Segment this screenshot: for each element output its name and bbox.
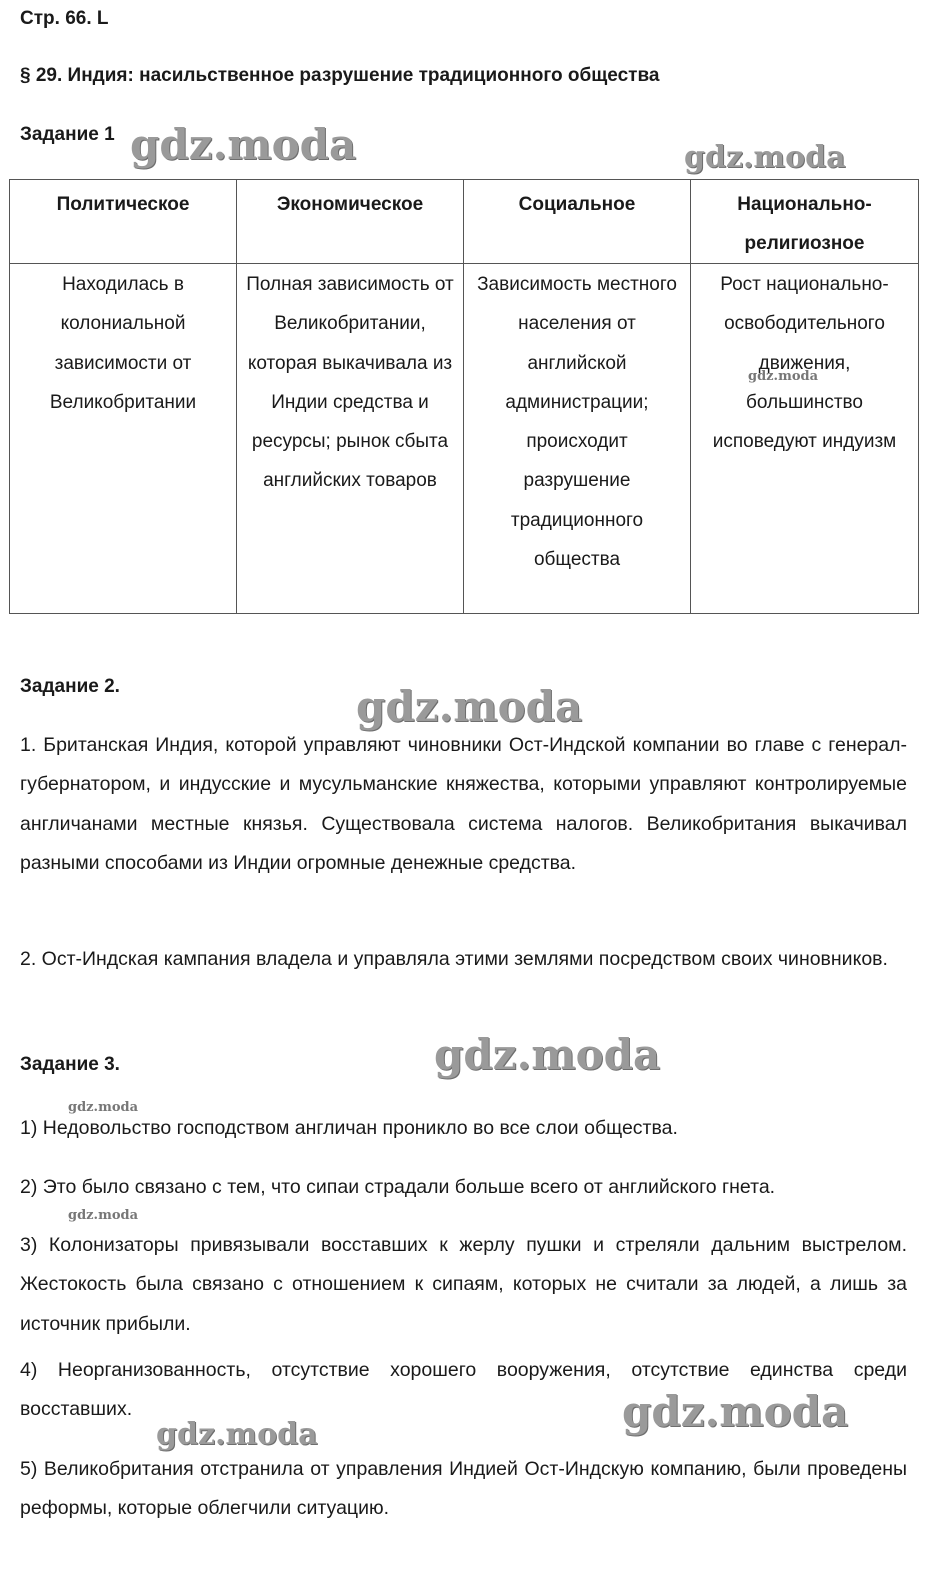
watermark-logo: gdz.moda: [434, 1030, 661, 1079]
watermark-logo: gdz.moda: [748, 369, 819, 384]
task3-label: Задание 3.: [20, 1054, 120, 1075]
watermark-logo: gdz.moda: [684, 140, 846, 175]
task3-item-2: 2) Это было связано с тем, что сипаи страдали больше всего от английского гнета.: [20, 1176, 776, 1198]
task1-label: Задание 1: [20, 124, 115, 145]
cell-economic: Полная зависимость от Великобритании, которая выкачивала из Индии средства и ресурсы; рынок сбыта английских товаров: [237, 264, 464, 614]
header-social: Социальное: [464, 180, 691, 264]
table-header-row: [10, 180, 919, 264]
task2-paragraph-1: 1. Британская Индия, которой управляют чиновники Ост-Индской компании во главе с генерал-губернатором, и индусские и мусульманские княжества, которыми управляют контролируемые англичанами местные князья. Существовала система налогов. Великобритания выкачивал разными способами из Индии огромные денежные средства.: [20, 734, 907, 874]
watermark-logo: gdz.moda: [356, 682, 583, 731]
cell-political: Находилась в колониальной зависимости от Великобритании: [10, 264, 237, 614]
task3-item-5: 5) Великобритания отстранила от управления Индией Ост-Индскую компанию, были проведены реформы, которые облегчили ситуацию.: [20, 1458, 907, 1520]
watermark-logo: gdz.moda: [68, 1208, 139, 1223]
header-political: Политическое: [10, 180, 237, 264]
header-national-religious: Национально-религиозное: [691, 180, 919, 264]
header-economic: Экономическое: [237, 180, 464, 264]
section-title: § 29. Индия: насильственное разрушение традиционного общества: [20, 65, 660, 86]
task3-item-3: 3) Колонизаторы привязывали восставших к жерлу пушки и стреляли дальним выстрелом. Жестокость была связано с отношением к сипаям, которых не считали за людей, а лишь за источник прибыли.: [20, 1234, 907, 1335]
watermark-logo: gdz.moda: [622, 1387, 849, 1436]
task3-item-1: 1) Недовольство господством англичан проникло во все слои общества.: [20, 1117, 678, 1139]
task2-paragraph-2: 2. Ост-Индская кампания владела и управляла этими землями посредством своих чиновников.: [20, 948, 888, 970]
watermark-logo: gdz.moda: [156, 1417, 318, 1452]
task2-label: Задание 2.: [20, 676, 120, 697]
watermark-logo: gdz.moda: [130, 120, 357, 169]
cell-national-religious: Рост национально-освободительного движения, большинство исповедуют индуизм: [691, 264, 919, 614]
task3-item-4: 4) Неорганизованность, отсутствие хорошего вооружения, отсутствие единства среди восставших.: [20, 1359, 907, 1421]
watermark-logo: gdz.moda: [68, 1100, 139, 1115]
comparison-table: [9, 179, 919, 614]
page-number-header: Стр. 66. L: [20, 8, 109, 29]
table-row: [10, 264, 919, 614]
cell-social: Зависимость местного населения от английской администрации; происходит разрушение традиционного общества: [464, 264, 691, 614]
